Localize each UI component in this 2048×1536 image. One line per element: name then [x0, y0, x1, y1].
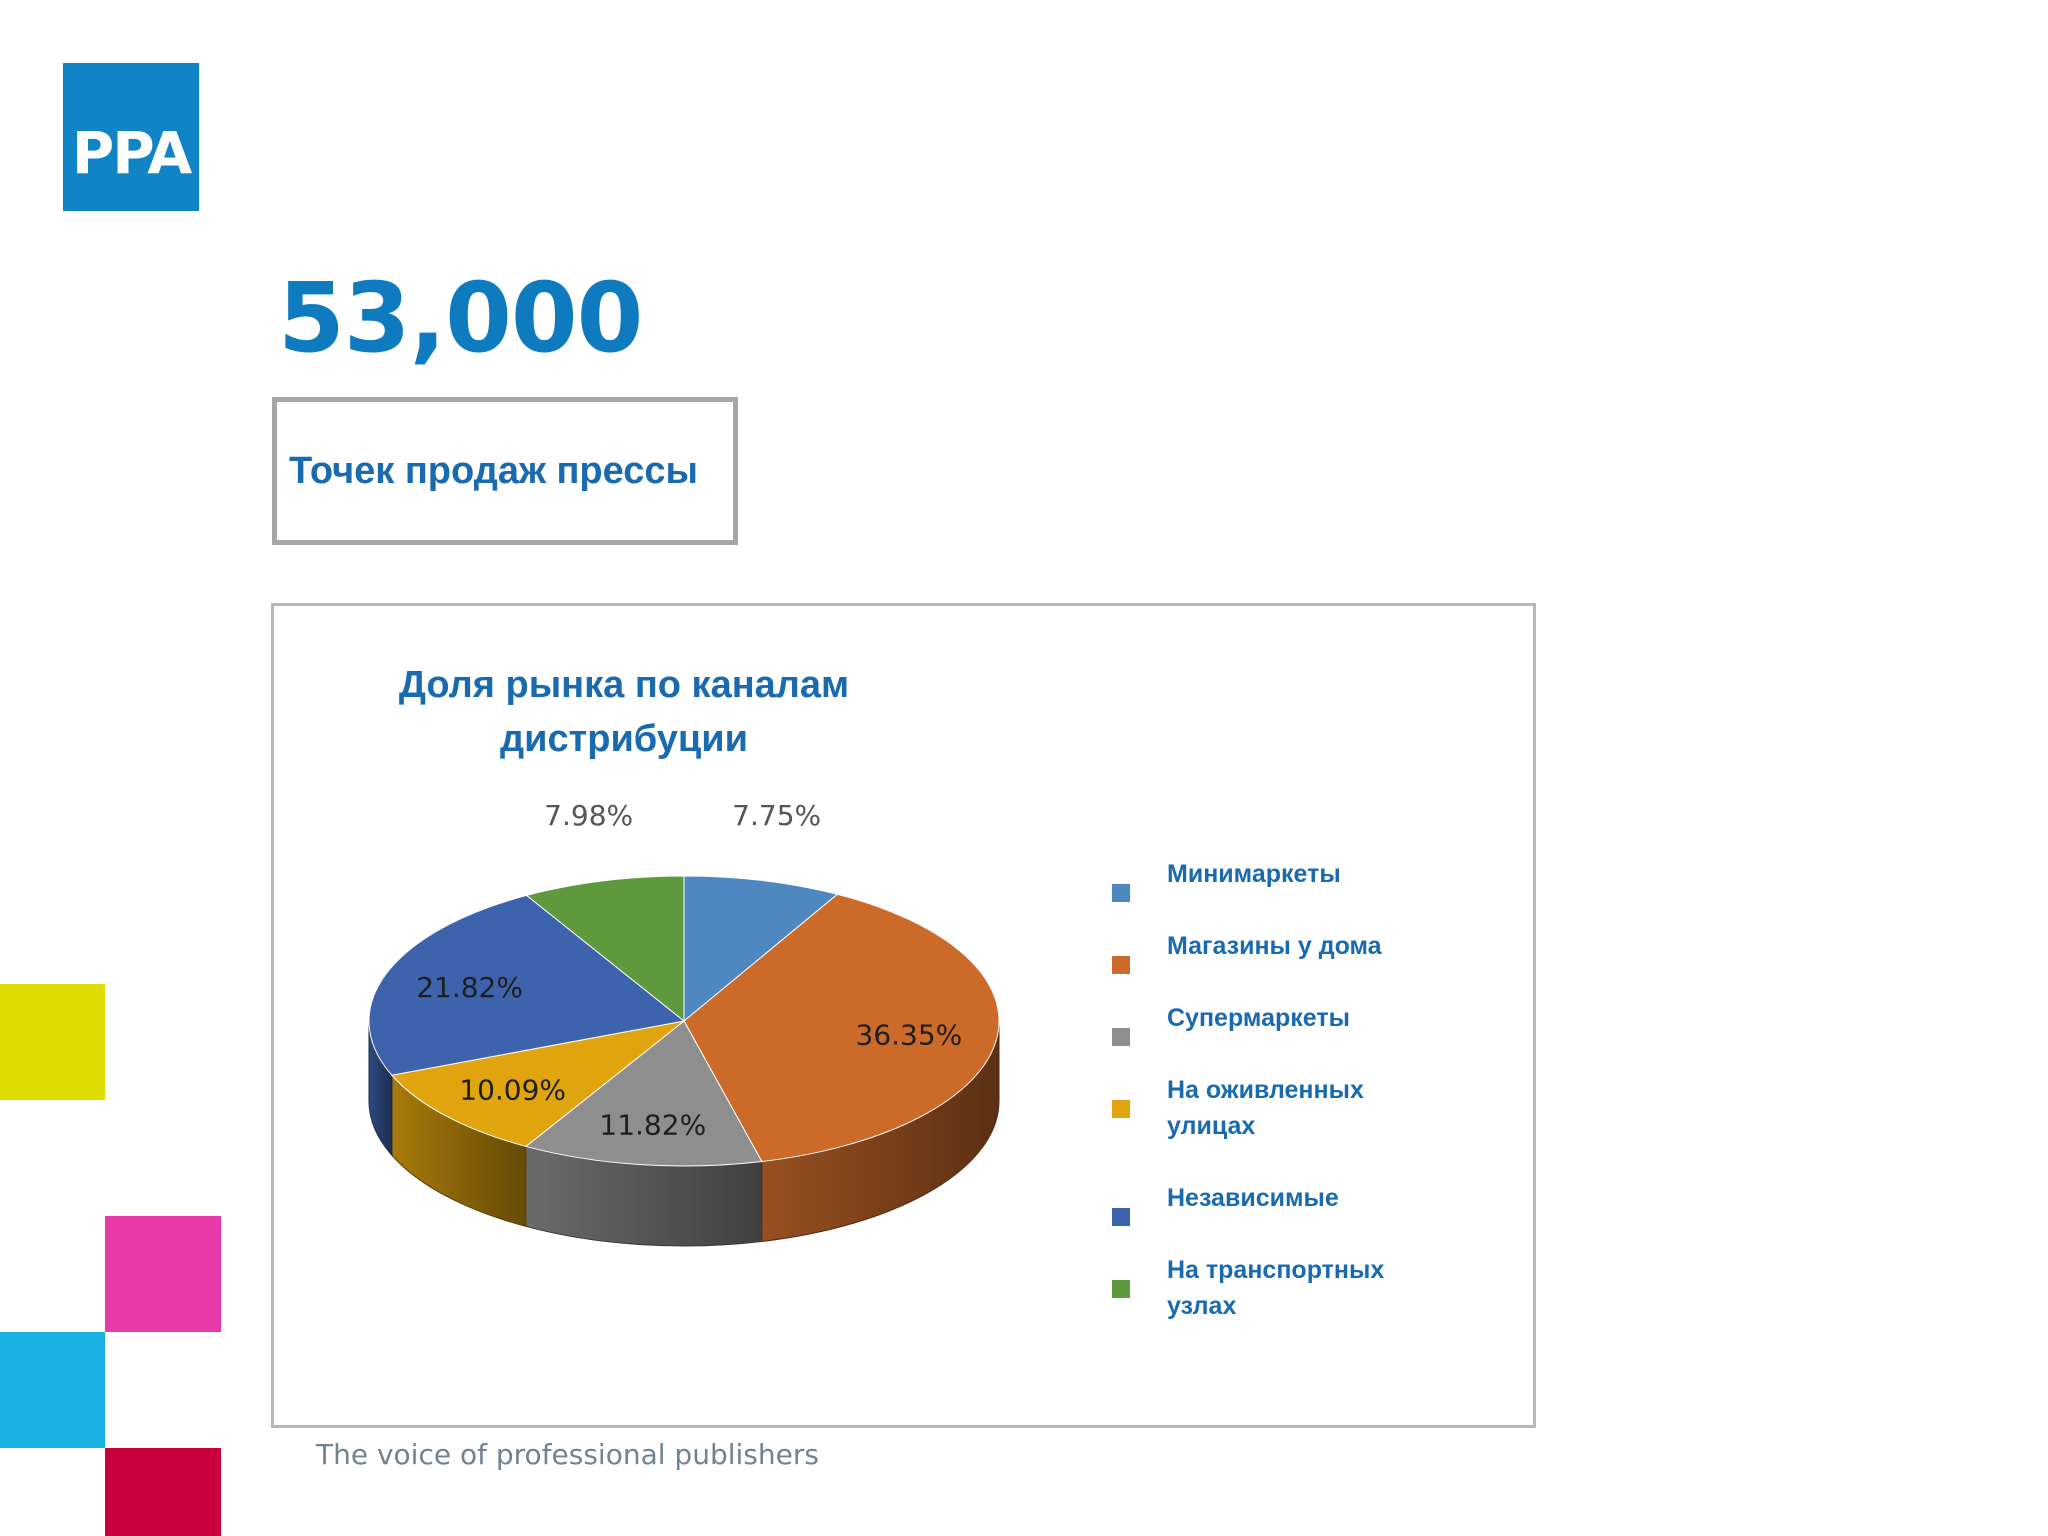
headline-number: 53,000 [278, 262, 643, 374]
legend-item [1112, 856, 1442, 928]
legend-swatch [1112, 1208, 1130, 1226]
pie-data-label: 7.98% [544, 799, 634, 833]
legend-swatch [1112, 956, 1130, 974]
legend-label: Магазины у дома [1167, 932, 1382, 960]
legend-label: На транспортных узлах [1167, 1256, 1385, 1320]
legend-label: Независимые [1167, 1184, 1339, 1212]
ppa-logo [63, 63, 199, 211]
pie-data-label: 21.82% [416, 970, 523, 1004]
legend-item [1112, 1000, 1442, 1072]
legend-item [1112, 1180, 1442, 1252]
legend-label: Супермаркеты [1167, 1004, 1350, 1032]
decor-square-pink [105, 1216, 221, 1332]
pie-data-label: 10.09% [459, 1073, 567, 1107]
headline-label: Точек продаж прессы [289, 449, 699, 492]
headline-label-box [272, 397, 738, 545]
pie-data-label: 7.75% [732, 798, 822, 832]
chart-panel [271, 603, 1536, 1428]
legend-item [1112, 1072, 1442, 1180]
footer-tagline: The voice of professional publishers [316, 1438, 819, 1471]
legend-swatch [1112, 1028, 1130, 1046]
legend-item [1112, 928, 1442, 1000]
chart-title-line-1: Доля рынка по каналам [398, 664, 850, 706]
legend-label: На оживленных улицах [1167, 1076, 1364, 1140]
legend-swatch [1112, 884, 1130, 902]
pie-chart [344, 786, 1044, 1346]
chart-legend [1112, 856, 1442, 1360]
logo-text: PPA [71, 119, 191, 187]
pie-data-label: 36.35% [855, 1018, 963, 1052]
decor-square-yellow [0, 984, 105, 1100]
pie-data-label: 11.82% [599, 1108, 707, 1142]
legend-item [1112, 1252, 1442, 1360]
legend-swatch [1112, 1100, 1130, 1118]
legend-swatch [1112, 1280, 1130, 1298]
chart-title [374, 658, 874, 766]
legend-label: Минимаркеты [1167, 860, 1341, 888]
decor-square-cyan [0, 1332, 105, 1448]
chart-title-line-2: дистрибуции [500, 718, 748, 760]
decor-square-crimson [105, 1448, 221, 1536]
